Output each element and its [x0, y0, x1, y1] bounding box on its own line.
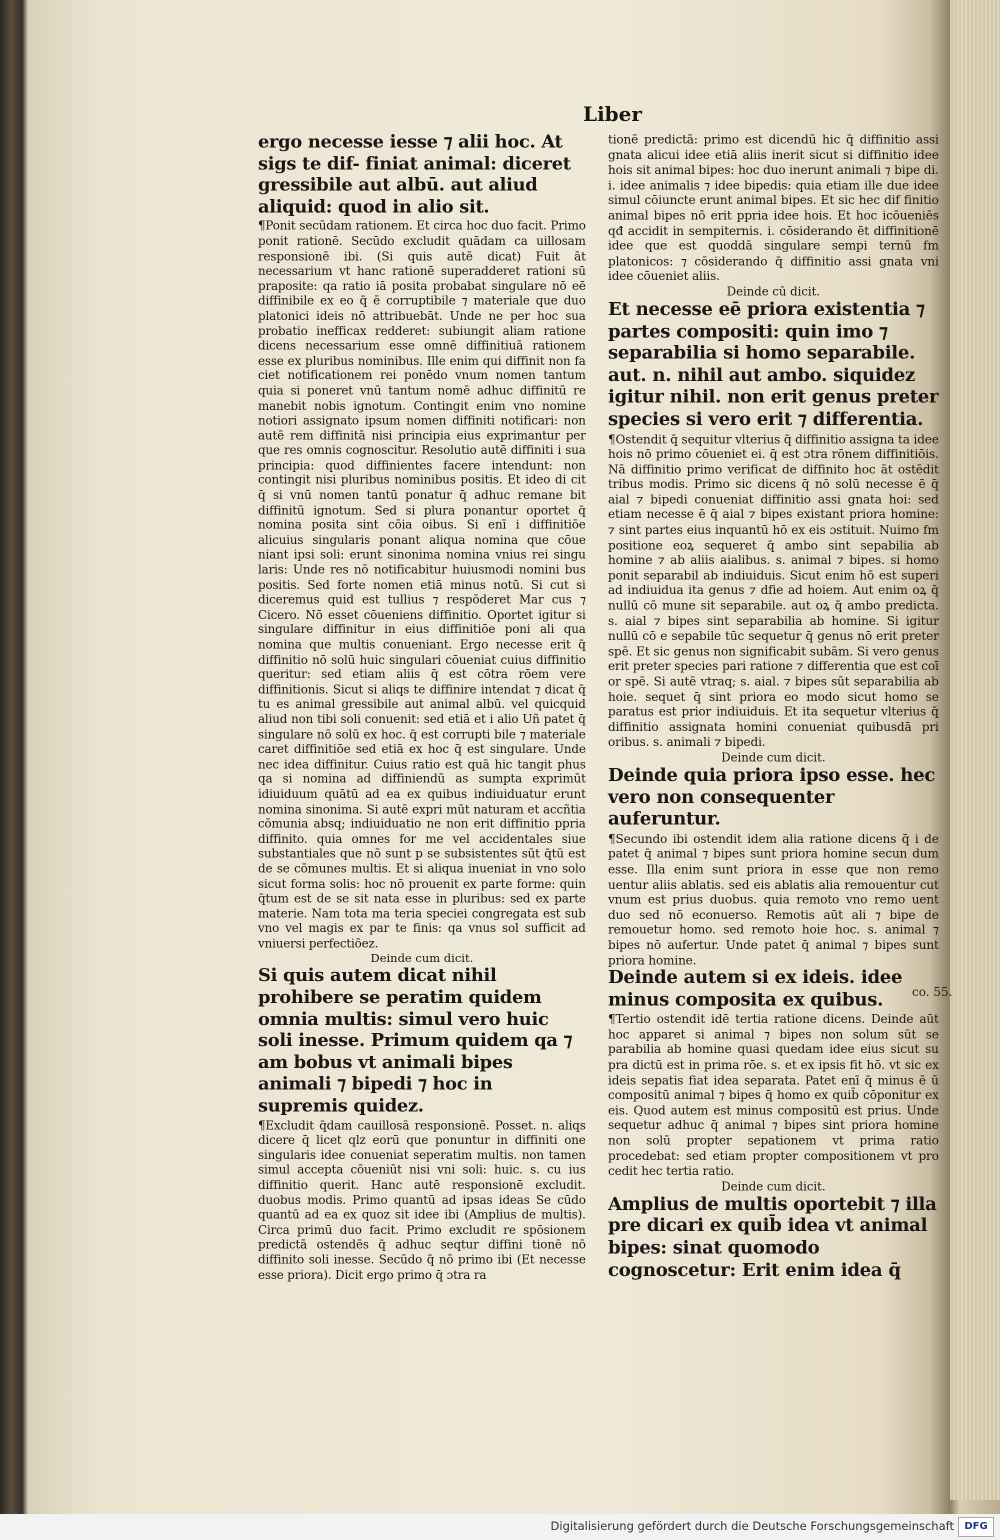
lemma-text: Deinde autem si ex ideis. idee minus composita ex quibus.	[608, 967, 903, 1011]
commentary-paragraph: ¶Ostendit q̄ sequitur vlterius q̄ diffinitio assigna ta idee hois nō primo cōueniet ei. q̄ est ɔtra rōnem diffinitiōis. Nā diffinitio primo verificat de diffinito hoc āt ostēdit tribus modis. Primo sic dicens q̄ nō solū necesse ē q̄ aial ⁊ bipedi conueniat diffinitio assi gnata hoi: sed etiam necesse ē q̄ aial ⁊ bipes existant priora homine: ⁊ sint partes eius inquantū hō ex eis ɔstituit. Nuimo fm positione eoꝝ sequeret q̄ ambo sint sepabilia ab homine ⁊ ab aliis aialibus. s. animal ⁊ bipes. si homo ponit separabil ab indiuiduis. Sicut enim hō est superi ad indiuidua ita genus ⁊ dfie ad hoiem. Aut enim oꝝ q̄ nullū cō mune sit separabile. aut oꝝ q̄ ambo predicta. s. aial ⁊ bipes sint separabilia ab homine. Si igitur nullū cō e sepabile tūc sequetur q̄ genus nō erit preter spē. Et sic genus non significabit subām. Si vero genus erit preter species pari ratione ⁊ differentia que est coī or spē. Si autē vtraq; s. aial. ⁊ bipes sūt separabilia ab hoie. sequet q̄ sint priora eo modo sicut homo se paratus est prior indiuiduis. Et ita sequetur vlterius q̄ diffinitio assignata homini conueniat quibusdā pri oribus. s. animali ⁊ bipedi.	[608, 431, 939, 750]
commentary-paragraph: ¶Secundo ibi ostendit idem alia ratione dicens q̄ i de patet q̄ animal ⁊ bipes sunt priora homine secun dum esse. Illa enim sunt priora in esse que non remo uentur aliis ablatis. sed eis ablatis alia remouentur cut vnum est prius duobus. quia remoto vno remo uent duo sed nō econuerso. Remotis aūt ali ⁊ bipe de remouetur homo. sed remoto hoie hoc. s. animal ⁊ bipes nō aufertur. Unde patet q̄ animal ⁊ bipes sunt priora homine.	[608, 831, 939, 968]
dfg-logo: DFG	[958, 1517, 994, 1537]
lemma-text: Deinde quia priora ipso esse. hec vero non consequenter auferuntur.	[608, 765, 936, 830]
right-text-column	[608, 132, 939, 1282]
commentary-paragraph: tionē predictā: primo est dicendū hic q̄ diffinitio assi gnata alicui idee etiā aliis inerit sicut si diffinitio idee hois sit animal bipes: hoc duo inerunt animali ⁊ bipe di. i. idee animalis ⁊ idee bipedis: quia etiam ille due idee simul cōiuncte erunt animal bipes. Et sic hec dif finitio animal bipes nō erit ppria idee hois. Et hoc icōueniēs qđ accidit in sempiternis. i. cōsiderando ēt diffinitionē idee que est quoddā singulare sempi ternū fm platonicos: ⁊ cōsiderando q̄ diffinitio assi gnata vni idee cōueniet aliis.	[608, 132, 939, 284]
section-rubric: Deinde cum dicit.	[370, 951, 474, 966]
lemma-text: Et necesse eē priora existentia ⁊ partes compositi: quin imo ⁊ separabilia si homo separabile. aut. n. nihil aut ambo. siquidez igitur nihil. non erit genus preter species si vero erit ⁊ differentia.	[608, 299, 939, 430]
funding-credit: Digitalisierung gefördert durch die Deutsche Forschungsgemeinschaft	[550, 1519, 954, 1533]
lemma-text: Amplius de multis oportebit ⁊ illa pre dicari ex quib̄ idea vt animal bipes: sinat quomodo cognoscetur: Erit enim idea q̄	[608, 1194, 937, 1281]
digitization-footer	[0, 1514, 1000, 1540]
section-rubric: Deinde cū dicit.	[726, 284, 821, 299]
marginal-note: co. 55.	[912, 985, 953, 999]
commentary-paragraph: ¶Excludit q̄dam cauillosā responsionē. Posset. n. aliqs dicere q̄ licet qlz eorū que ponuntur in diffiniti one singularis idee conueniat seperatim multis. non tamen simul accepta cōueniūt nisi vni soli: huic. s. cu ius diffinitio querit. Hanc autē responsionē excludit. duobus modis. Primo quantū ad ipsas ideas Se cūdo quantū ad ea ex quoz sit idee ibi (Amplius de multis). Circa primū duo facit. Primo excludit re spōsionem predictā ostendēs q̄ adhuc seqtur diffini tionē nō diffinito soli inesse. Secūdo q̄ nō primo ibi (Et necesse esse priora). Dicit ergo primo q̄ ɔtra ra	[258, 1117, 586, 1282]
section-rubric: Deinde cum dicit.	[721, 1179, 826, 1194]
book-binding	[0, 0, 22, 1540]
section-rubric: Deinde cum dicit.	[721, 750, 826, 765]
commentary-paragraph: ¶Tertio ostendit idē tertia ratione dicens. Deinde aūt hoc apparet si animal ⁊ bipes non solum sūt se parabilia ab homine quasi quedam idee eius sicut su pra dictū est in prima rōe. s. et ex ipsis fit hō. vt sic ex ideis sepatis fiat idea separata. Patet enī q̄ minus ē ū compositū animal ⁊ bipes q̄ homo ex quib̄ cōponitur ex eis. Quod autem est minus compositū est prius. Unde sequetur adhuc q̄ animal ⁊ bipes sint priora homine non solū propter sepationem vt prima ratio procedebat: sed etiam propter compositionem vt pro cedit hec tertia ratio.	[608, 1011, 939, 1178]
left-text-column	[258, 132, 586, 1282]
commentary-paragraph: ¶Ponit secūdam rationem. Et circa hoc duo facit. Primo ponit rationē. Secūdo excludit quādam ca uillosam responsionē ibi. (Si quis autē dicat) Fuit āt necessarium vt hanc rationē superadderet rationi sū praposite: qa ratio iā posita probabat singulare nō eē diffinibile ex eo q̄ ē corruptibile ⁊ materiale que duo platonici ideis nō attribuebāt. Unde ne per hoc sua probatio inefficax redderet: subiungit aliam ratione dicens necessarium esse omnē diffinitiuā rationem esse ex pluribus nominibus. Ille enim qui diffinit non fa ciet notificationem rei ponēdo vnum nomen tantum quia si poneret vnū tantum nomē adhuc diffinitū re manebit nobis ignotum. Contingit enim vno nomine notiori assignato ipsum nomen diffiniti notificari: non autē rem diffinitā nisi principia eius exprimantur per que res omnis cognoscitur. Resolutio autē diffiniti i sua principia: quod diffinientes facere intendunt: non contingit nisi pluribus nominibus positis. Et ideo di cit q̄ si vnū nomen tantū ponatur q̄ adhuc remane bit diffinitū ignotum. Sed si plura ponantur oportet q̄ nomina posita sint cōia oibus. Si enī i diffinitiōe alicuius singularis ponant aliqua nomina que cōue niant ipsi soli: erunt sinonima nomina vnius rei singu laris: Unde res nō notificabitur huiusmodi nomini bus positis. Sed forte nomen etiā minus notū. Si cut si diceremus quid est tullius ⁊ respōderet Mar cus ⁊ Cicero. Nō esset cōueniens diffinitio. Oportet igitur si singulare diffinitur in eius diffinitiōe poni ali qua nomina que multis conueniant. Ergo necesse erit q̄ diffinitio nō solū huic singulari cōueniat cuius diffinitio queritur: sed etiam aliis q̄ est cōtra rōem vere diffinitionis. Sicut si aliqs te diffinire intendat ⁊ dicat q̄ tu es animal gressibile aut animal albū. vel quicquid aliud non tibi soli conuenit: sed etiā et i alio Uñ patet q̄ singulare nō solū ex hoc. q̄ est corrupti bile ⁊ materiale caret diffinitiōe sed etiā ex hoc q̄ est singulare. Unde nec idea diffinitur. Cuius ratio est quā hic tangit phus qa si nomina ad diffiniendū as sumpta exprimūt idiuiduum quātū ad ea ex quibus indiuiduatur erunt nomina sinonima. Si autē expri mūt naturam et accñtia cōmunia absq; indiuiduatio ne non erit diffinitio ppria diffinito. quia omnes for me vel accidentales siue substantiales que nō sunt p se subsistentes sūt q̄tū est de se cōmunes multis. Et si aliqua inueniat in vno solo sicut forma solis: hoc nō prouenit ex parte forme: quin q̄tum est de se sit nata esse in pluribus: sed ex parte materie. Nam tota ma teria speciei congregata est sub vno vel magis ex par te finis: qa vnus sol sufficit ad vniuersi perfectiōez.	[258, 218, 586, 951]
lemma-text: Si quis autem dicat nihil prohibere se peratim quidem omnia multis: simul vero huic soli inesse. Primum quidem qa ⁊ am bobus vt animali bipes animali ⁊ bipedi ⁊ hoc in supremis quidez.	[258, 966, 573, 1117]
facing-page-edge	[950, 0, 1000, 1500]
lemma-text: ergo necesse iesse ⁊ alii hoc. At sigs te dif- finiat animal: diceret gressibile aut albū. aut aliud aliquid: quod in alio sit.	[258, 132, 571, 218]
running-title: Liber	[583, 102, 642, 126]
